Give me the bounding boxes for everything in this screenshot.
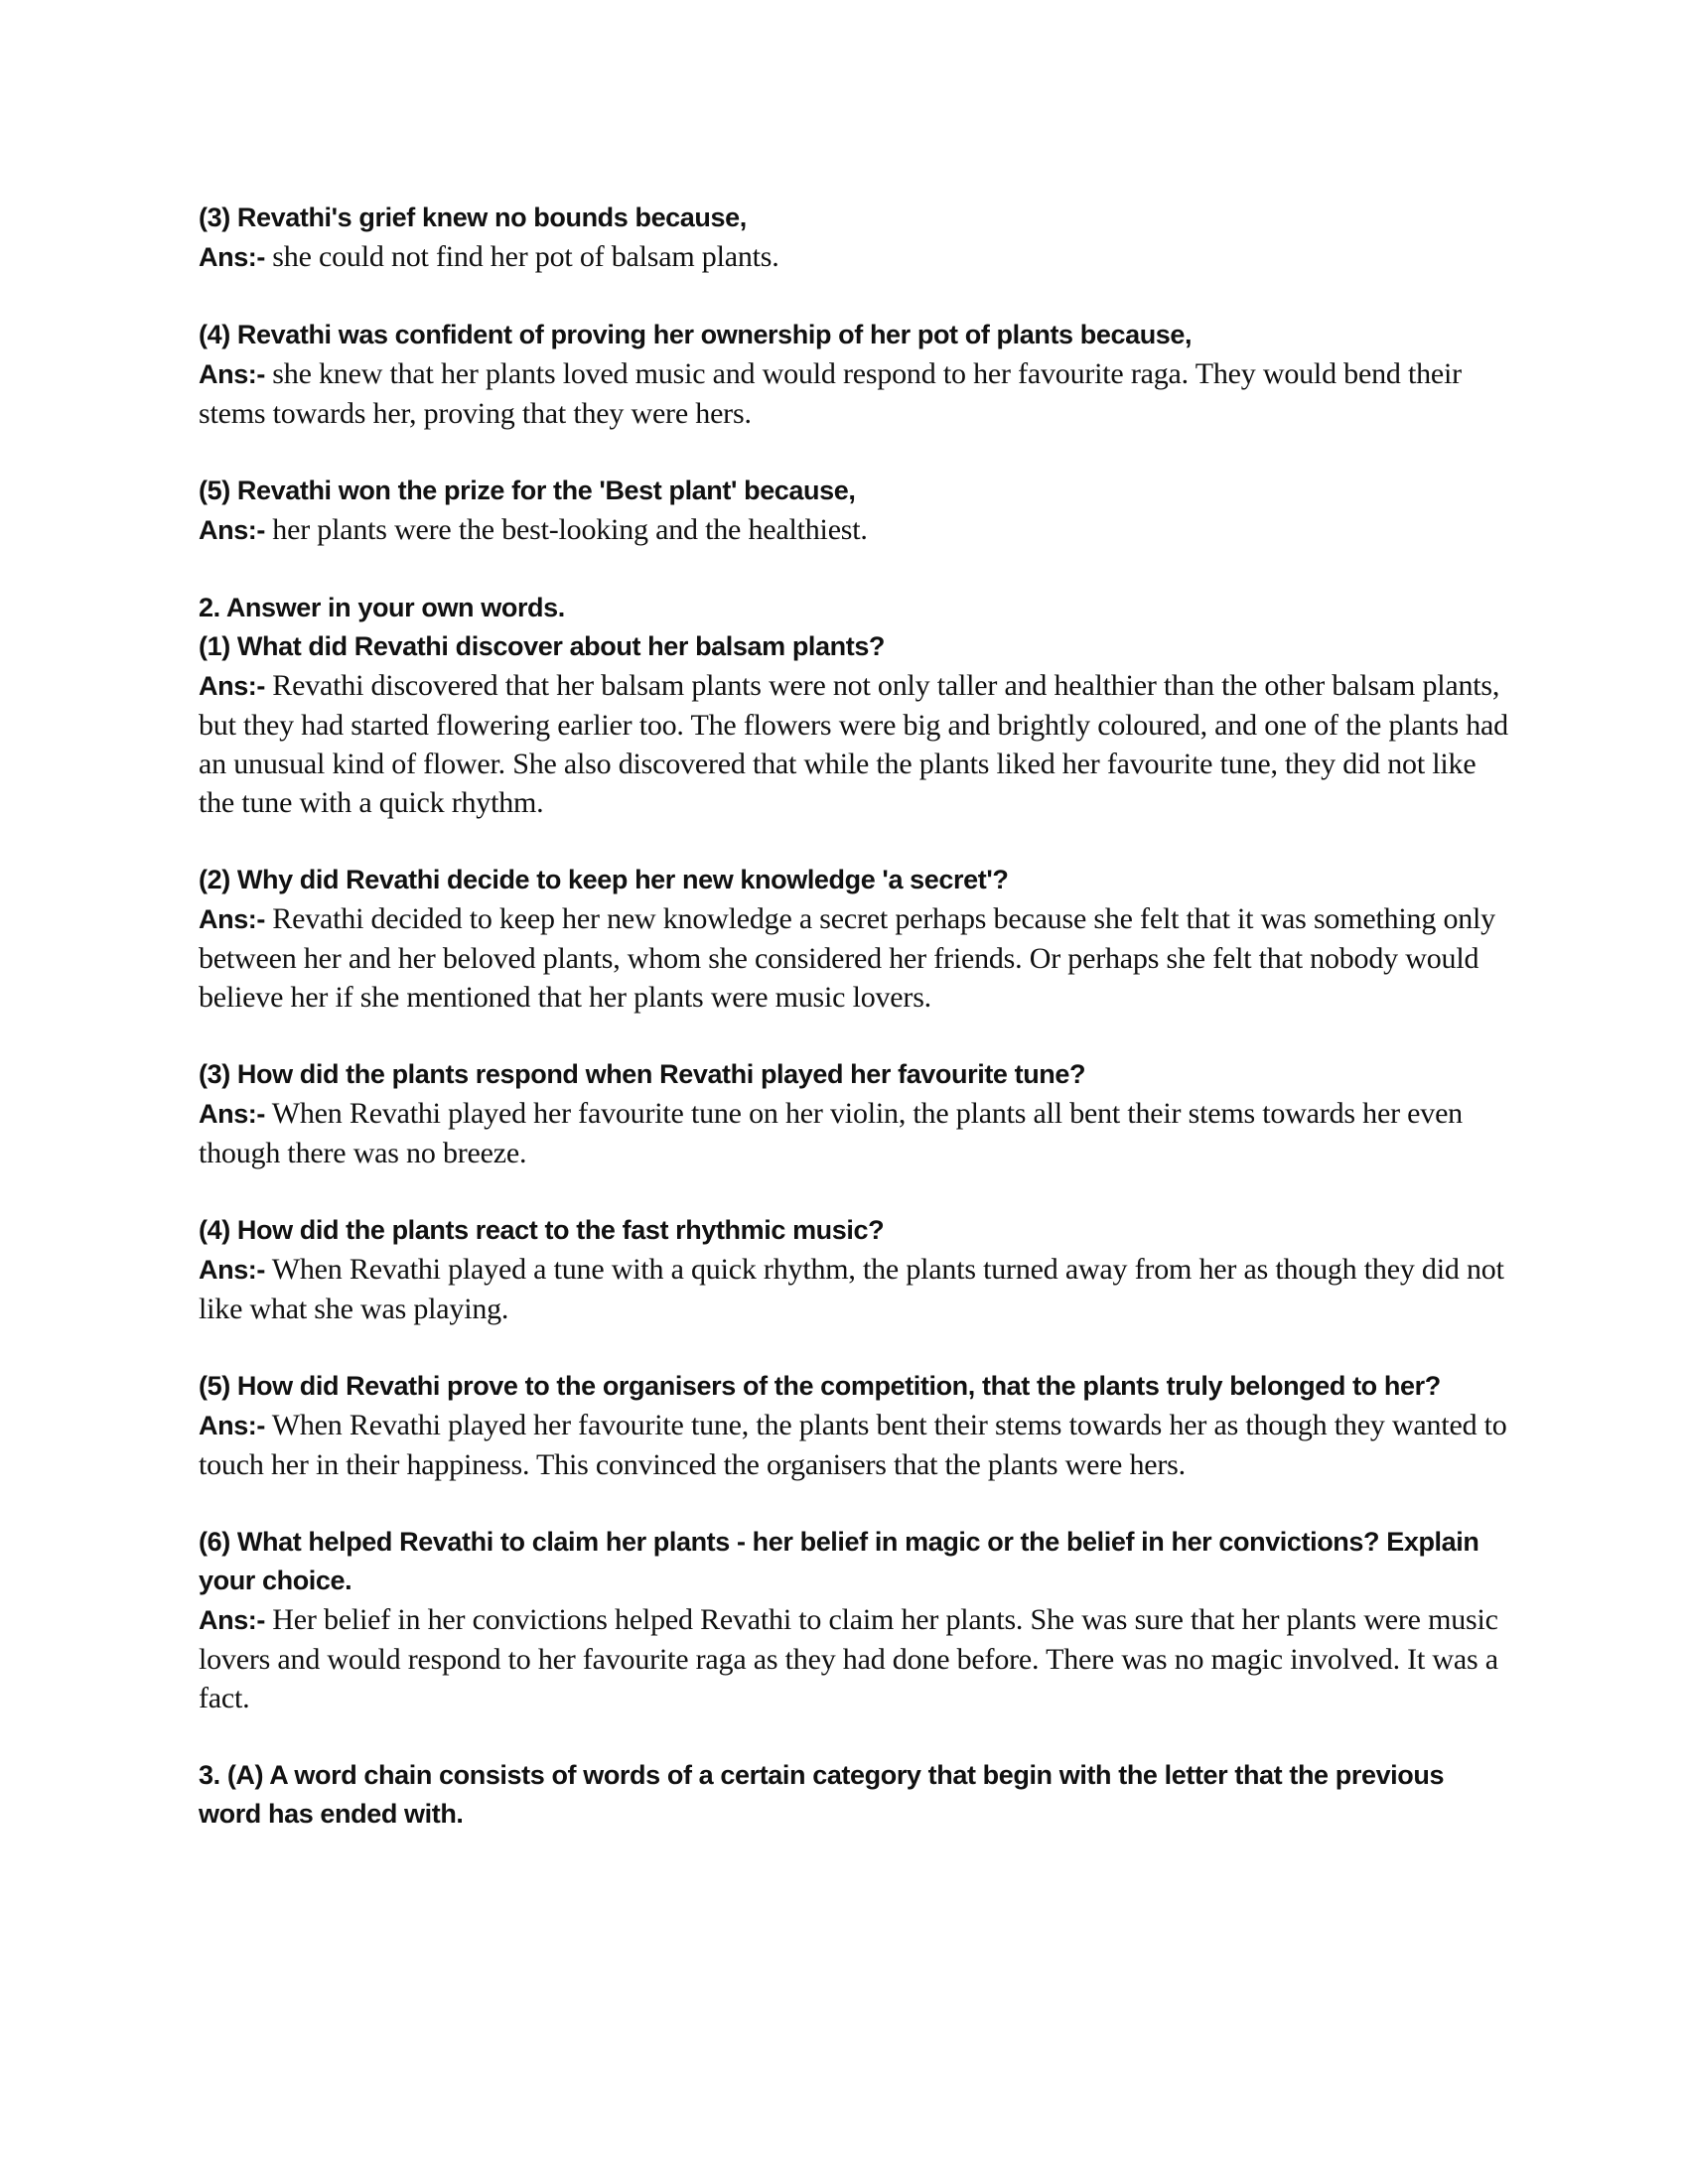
qa-item-1-4 [199, 316, 1509, 433]
section-heading-3: 3. (A) A word chain consists of words of a certain category that begin with the letter that the previous word has ended with. [199, 1760, 1445, 1829]
answer-label: Ans:- [199, 904, 265, 934]
answer [199, 666, 1509, 822]
qa-item-2-4 [199, 1211, 1509, 1328]
question-text: (6) What helped Revathi to claim her plants - her belief in magic or the belief in her convictions? Explain your choice. [199, 1527, 1479, 1595]
answer-text: When Revathi played her favourite tune, the plants bent their stems towards her as though they wanted to touch her in their happiness. This convinced the organisers that the plants were hers. [199, 1409, 1507, 1481]
answer-label: Ans:- [199, 242, 265, 272]
question-text: (2) Why did Revathi decide to keep her new knowledge 'a secret'? [199, 865, 1009, 894]
answer-label: Ans:- [199, 1411, 265, 1440]
answer-text: Revathi decided to keep her new knowledge a secret perhaps because she felt that it was something only between her and her beloved plants, whom she considered her friends. Or perhaps she felt that nobody would believe her if she mentioned that her plants were music lovers. [199, 902, 1495, 1014]
answer-text: she could not find her pot of balsam plants. [265, 240, 779, 273]
qa-item-2-2 [199, 861, 1509, 1017]
question-text: (4) Revathi was confident of proving her ownership of her pot of plants because, [199, 320, 1193, 349]
answer [199, 354, 1509, 433]
qa-item-1-5 [199, 472, 1509, 550]
answer [199, 237, 1509, 277]
answer-text: her plants were the best-looking and the healthiest. [265, 513, 868, 546]
question-text: (3) How did the plants respond when Revathi played her favourite tune? [199, 1059, 1086, 1089]
answer-label: Ans:- [199, 1099, 265, 1129]
answer-text: When Revathi played her favourite tune on her violin, the plants all bent their stems towards her even though there was no breeze. [199, 1097, 1463, 1169]
answer [199, 1250, 1509, 1328]
answer-label: Ans:- [199, 1605, 265, 1635]
answer [199, 1600, 1509, 1717]
qa-item-2-5 [199, 1367, 1509, 1484]
answer-label: Ans:- [199, 359, 265, 389]
answer [199, 899, 1509, 1017]
question-text: (5) Revathi won the prize for the 'Best plant' because, [199, 476, 856, 505]
answer [199, 1094, 1509, 1172]
question-text: (1) What did Revathi discover about her balsam plants? [199, 631, 886, 661]
qa-item-2-3 [199, 1055, 1509, 1172]
answer [199, 1406, 1509, 1484]
answer-label: Ans:- [199, 671, 265, 701]
section-heading-2: 2. Answer in your own words. [199, 593, 565, 622]
question-text: (3) Revathi's grief knew no bounds because, [199, 203, 747, 232]
answer [199, 510, 1509, 550]
answer-label: Ans:- [199, 515, 265, 545]
answer-text: Her belief in her convictions helped Revathi to claim her plants. She was sure that her plants were music lovers and would respond to her favourite raga as they had done before. There was no magic involved. It was a fact. [199, 1603, 1498, 1714]
document-page [199, 199, 1509, 1834]
qa-item-1-3 [199, 199, 1509, 277]
answer-text: Revathi discovered that her balsam plants were not only taller and healthier than the other balsam plants, but they had started flowering earlier too. The flowers were big and brightly coloured, and one of the plants had an unusual kind of flower. She also discovered that while the plants liked her favourite tune, they did not like the tune with a quick rhythm. [199, 669, 1508, 819]
answer-text: When Revathi played a tune with a quick rhythm, the plants turned away from her as though they did not like what she was playing. [199, 1253, 1504, 1325]
section-3 [199, 1756, 1509, 1834]
qa-item-2-1 [199, 589, 1509, 822]
answer-text: she knew that her plants loved music and would respond to her favourite raga. They would bend their stems towards her, proving that they were hers. [199, 357, 1462, 430]
qa-item-2-6 [199, 1523, 1509, 1717]
answer-label: Ans:- [199, 1255, 265, 1285]
question-text: (4) How did the plants react to the fast rhythmic music? [199, 1215, 885, 1245]
question-text: (5) How did Revathi prove to the organisers of the competition, that the plants truly belonged to her? [199, 1371, 1441, 1401]
